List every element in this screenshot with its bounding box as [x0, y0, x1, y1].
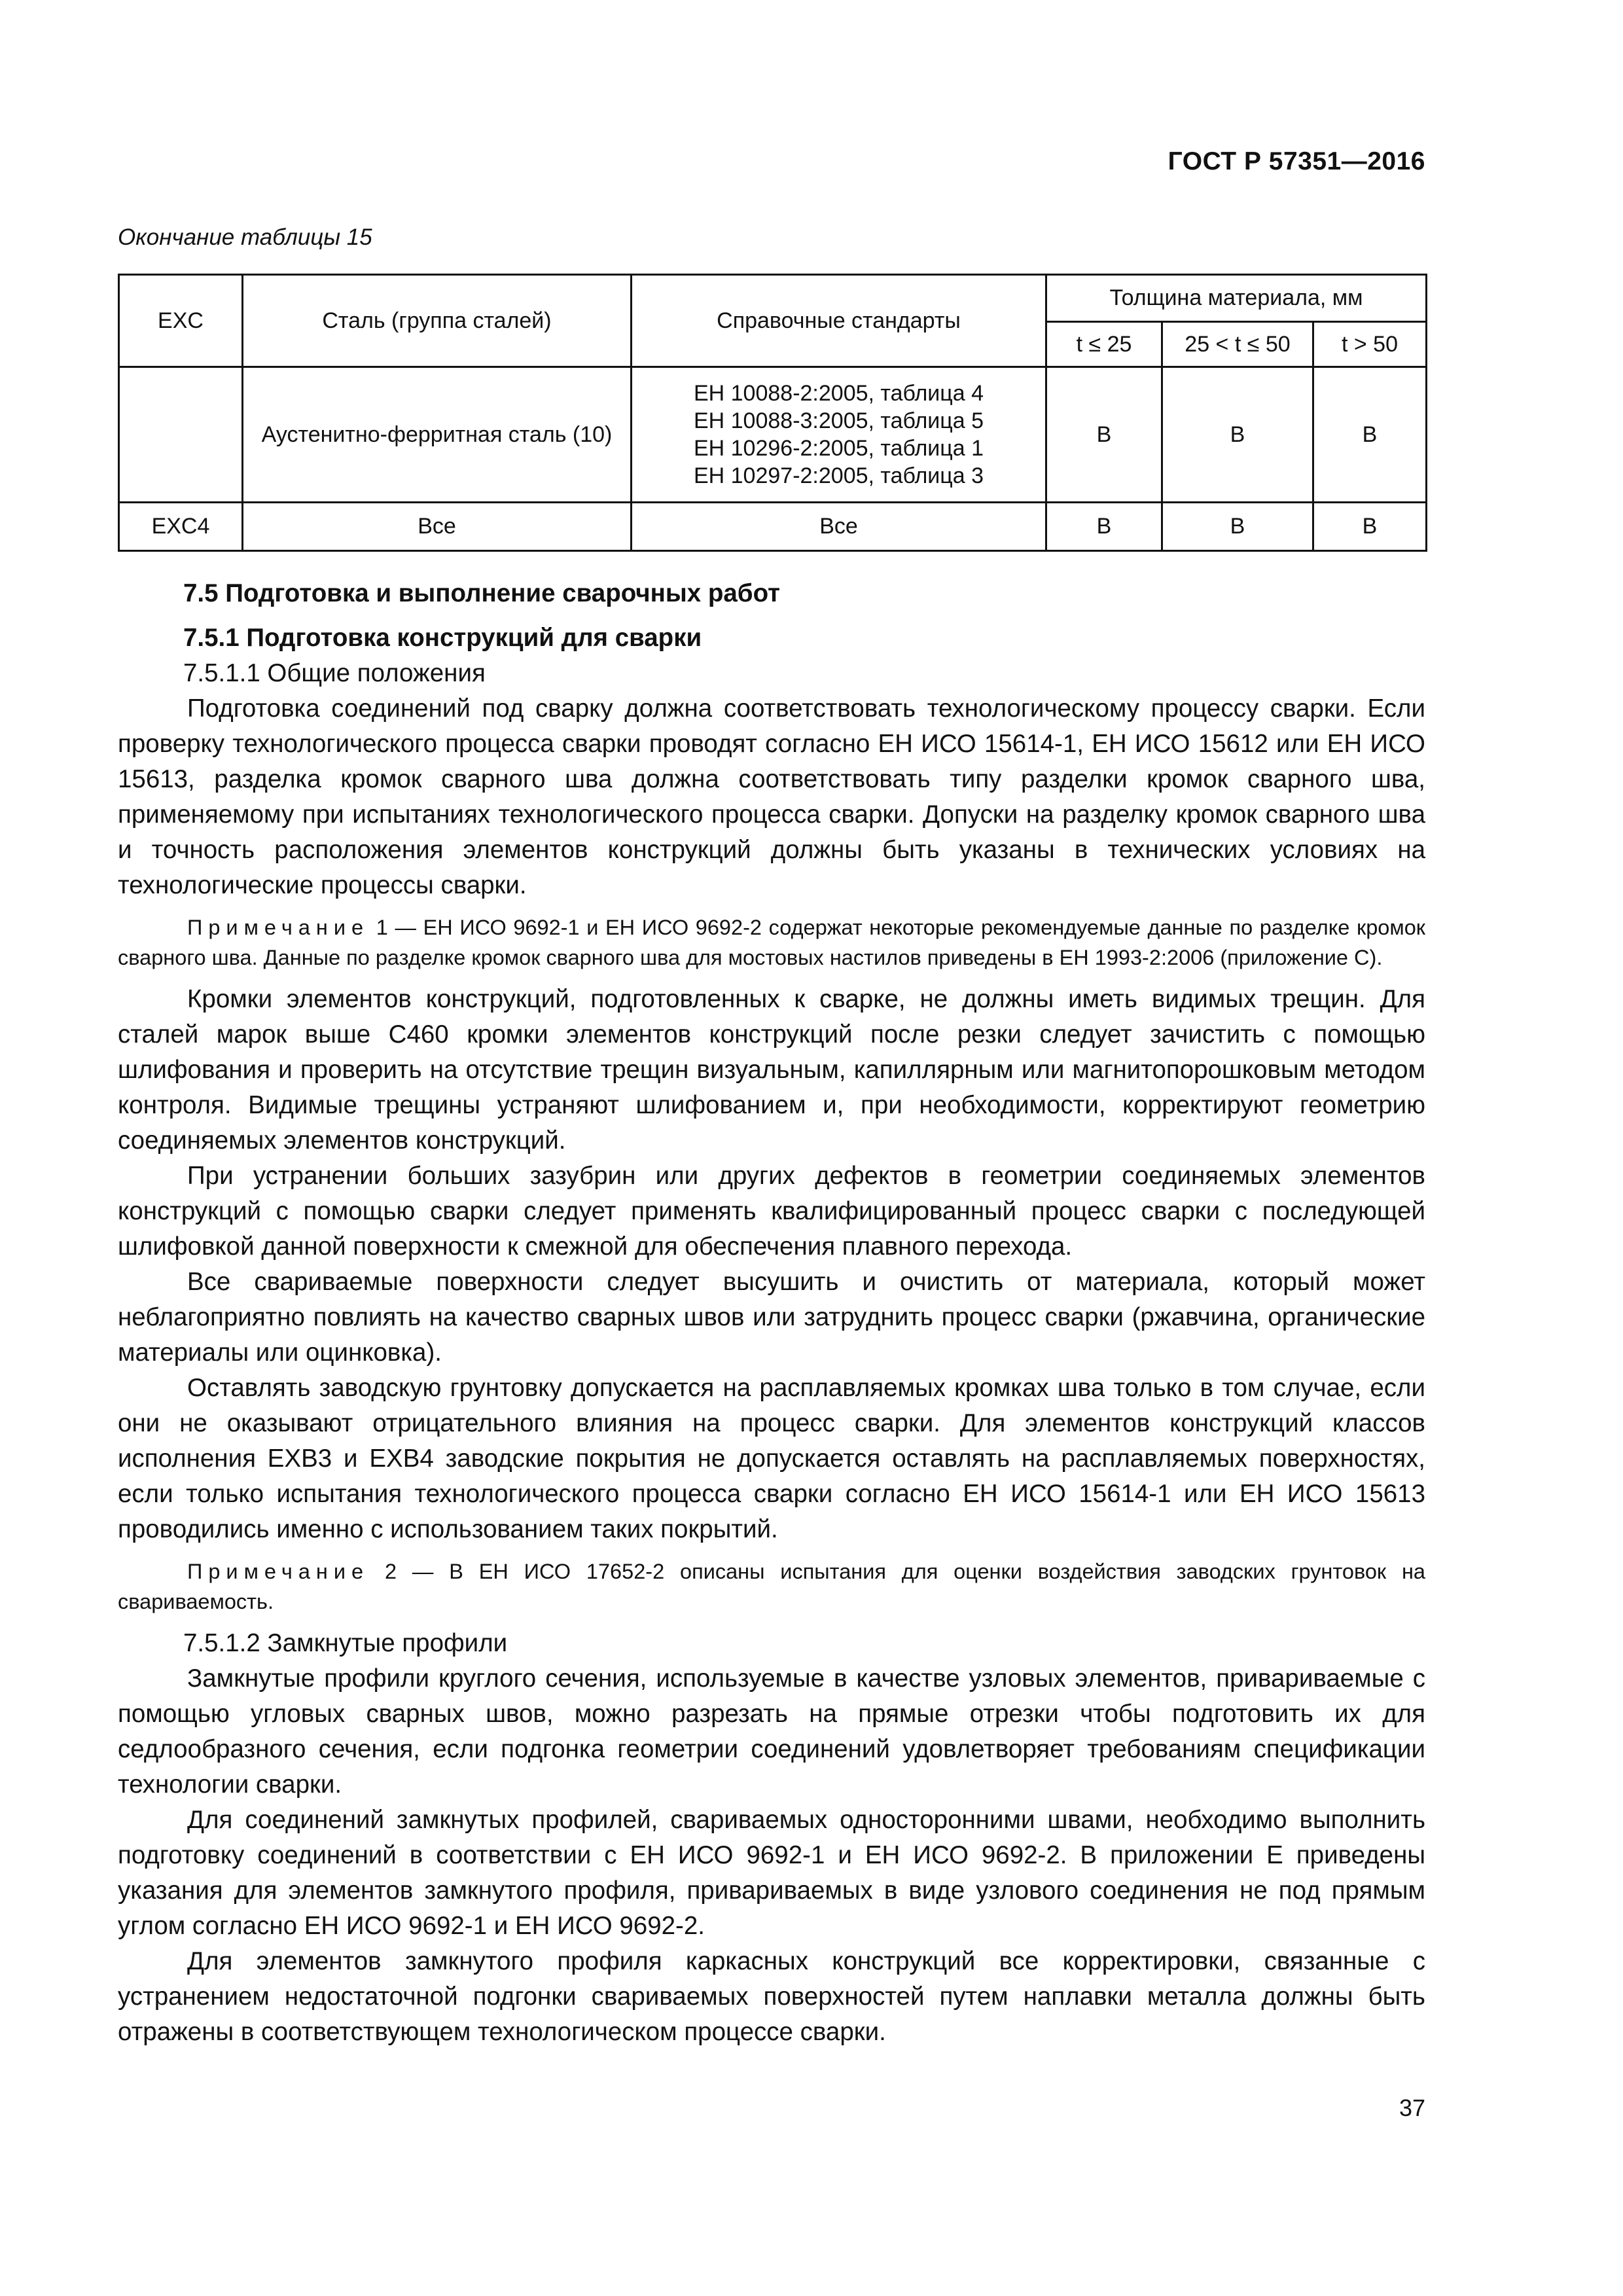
paragraph: Все свариваемые поверхности следует высушить и очистить от материала, который может неблагоприятно повлиять на качество сварных швов или затруднить процесс сварки (ржавчина, органические материалы или оцинковка).	[118, 1268, 1425, 1367]
document-body	[118, 576, 1425, 2050]
clause-heading: 7.5.1.2 Замкнутые профили	[183, 1629, 508, 1657]
note-text: 1 — ЕН ИСО 9692-1 и ЕН ИСО 9692-2 содержат некоторые рекомендуемые данные по разделке кромок сварного шва. Данные по разделке кромок сварного шва для мостовых настилов приведены в ЕН 1993-2:2006 (приложение С).	[118, 916, 1425, 969]
cell-standards	[632, 367, 1046, 503]
header-exc: EXC	[119, 275, 243, 367]
note-label: Примечание	[187, 916, 370, 939]
clause-heading: 7.5.1.1 Общие положения	[183, 659, 486, 687]
cell-exc: EXC4	[119, 503, 243, 551]
subsection-heading: 7.5.1 Подготовка конструкций для сварки	[183, 624, 702, 652]
cell-t2: B	[1162, 367, 1313, 503]
note-label: Примечание	[187, 1560, 370, 1583]
standard-ref: ЕН 10297-2:2005, таблица 3	[693, 463, 984, 489]
header-t-gt-50: t > 50	[1313, 322, 1427, 367]
cell-t3: B	[1313, 367, 1427, 503]
paragraph: Подготовка соединений под сварку должна соответствовать технологическому процессу сварки. Если проверку технологического процесса сварки проводят согласно ЕН ИСО 15614-1, ЕН ИСО 15612 или ЕН ИСО 15613, разделка кромок сварного шва должна соответствовать типу разделки кромок сварного шва, применяемому при испытаниях технологического процесса сварки. Допуски на разделку кромок сварного шва и точность расположения элементов конструкций должны быть указаны в технических условиях на технологические процессы сварки.	[118, 694, 1425, 899]
table-caption: Окончание таблицы 15	[118, 224, 372, 250]
cell-t1: B	[1046, 367, 1162, 503]
header-standards: Справочные стандарты	[632, 275, 1046, 367]
paragraph: Кромки элементов конструкций, подготовленных к сварке, не должны иметь видимых трещин. Для сталей марок выше С460 кромки элементов конструкций после резки следует зачистить с помощью шлифования и проверить на отсутствие трещин визуальным, капиллярным или магнитопорошковым методом контроля. Видимые трещины устраняют шлифованием и, при необходимости, корректируют геометрию соединяемых элементов конструкций.	[118, 985, 1425, 1155]
cell-t1: B	[1046, 503, 1162, 551]
steel-thickness-table	[118, 274, 1427, 552]
table-row	[119, 367, 1427, 503]
section-heading: 7.5 Подготовка и выполнение сварочных работ	[183, 579, 780, 607]
cell-t3: B	[1313, 503, 1427, 551]
header-t-25-50: 25 < t ≤ 50	[1162, 322, 1313, 367]
note	[118, 1556, 1425, 1617]
standard-ref: ЕН 10088-3:2005, таблица 5	[693, 408, 984, 433]
paragraph: Для соединений замкнутых профилей, свариваемых односторонними швами, необходимо выполнить подготовку соединений в соответствии с ЕН ИСО 9692-1 и ЕН ИСО 9692-2. В приложении Е приведены указания для элементов замкнутого профиля, привариваемых в виде узлового соединения не под прямым углом согласно ЕН ИСО 9692-1 и ЕН ИСО 9692-2.	[118, 1806, 1425, 1940]
cell-t2: B	[1162, 503, 1313, 551]
standard-ref: ЕН 10296-2:2005, таблица 1	[693, 436, 984, 461]
note-text: 2 — В ЕН ИСО 17652-2 описаны испытания для оценки воздействия заводских грунтовок на свариваемость.	[118, 1560, 1425, 1613]
page-number: 37	[1399, 2094, 1425, 2121]
paragraph: При устранении больших зазубрин или других дефектов в геометрии соединяемых элементов конструкций с помощью сварки следует применять квалифицированный процесс сварки с последующей шлифовкой данной поверхности к смежной для обеспечения плавного перехода.	[118, 1162, 1425, 1261]
document-header: ГОСТ Р 57351—2016	[1168, 147, 1425, 175]
cell-steel: Все	[243, 503, 632, 551]
note	[118, 912, 1425, 973]
cell-exc	[119, 367, 243, 503]
paragraph: Замкнутые профили круглого сечения, используемые в качестве узловых элементов, привариваемые с помощью угловых сварных швов, можно разрезать на прямые отрезки чтобы подготовить их для седлообразного сечения, если подгонка геометрии соединений удовлетворяет требованиям спецификации технологии сварки.	[118, 1664, 1425, 1799]
header-steel: Сталь (группа сталей)	[243, 275, 632, 367]
header-thickness: Толщина материала, мм	[1046, 275, 1427, 322]
cell-standards: Все	[632, 503, 1046, 551]
cell-steel: Аустенитно-ферритная сталь (10)	[243, 367, 632, 503]
standard-ref: ЕН 10088-2:2005, таблица 4	[693, 380, 984, 406]
table-row	[119, 503, 1427, 551]
header-t-le-25: t ≤ 25	[1046, 322, 1162, 367]
paragraph: Оставлять заводскую грунтовку допускается на расплавляемых кромках шва только в том случае, если они не оказывают отрицательного влияния на процесс сварки. Для элементов конструкций классов исполнения EXB3 и EXB4 заводские покрытия не допускается оставлять на расплавляемых поверхностях, если только испытания технологического процесса сварки согласно ЕН ИСО 15614-1 или ЕН ИСО 15613 проводились именно с использованием таких покрытий.	[118, 1374, 1425, 1543]
paragraph: Для элементов замкнутого профиля каркасных конструкций все корректировки, связанные с устранением недостаточной подгонки свариваемых поверхностей путем наплавки металла должны быть отражены в соответствующем технологическом процессе сварки.	[118, 1947, 1425, 2046]
